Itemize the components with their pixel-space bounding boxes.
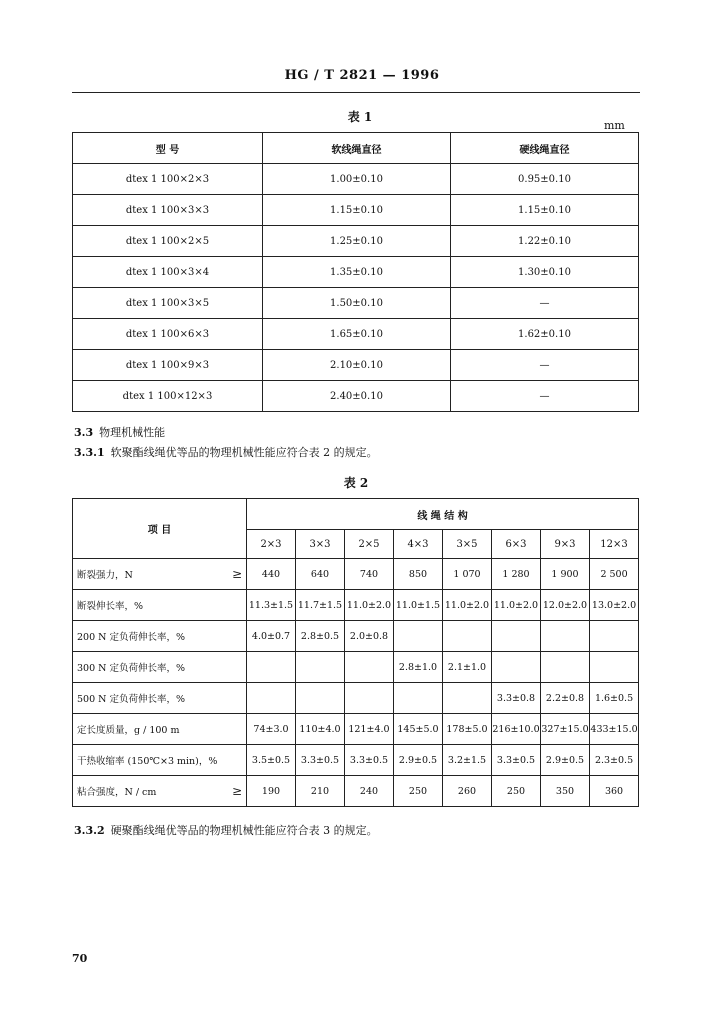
section-3-3-1-paragraph bbox=[74, 444, 378, 460]
table2-value-cell: 740 bbox=[345, 559, 394, 590]
table1-header-row bbox=[73, 133, 639, 164]
table2-value-cell: 640 bbox=[296, 559, 345, 590]
table1-cell-hard-diameter: — bbox=[451, 350, 639, 381]
table1-cell-soft-diameter: 1.50±0.10 bbox=[263, 288, 451, 319]
table2-value-cell: 11.7±1.5 bbox=[296, 590, 345, 621]
table1-row bbox=[73, 350, 639, 381]
table2-value-cell: 1 070 bbox=[443, 559, 492, 590]
table2-value-cell: 240 bbox=[345, 776, 394, 807]
table2-value-cell: 110±4.0 bbox=[296, 714, 345, 745]
table2-value-cell bbox=[492, 652, 541, 683]
table2-row bbox=[73, 776, 639, 807]
table2-item-label-cell bbox=[73, 559, 247, 590]
table2-item-label-cell bbox=[73, 683, 247, 714]
table2-item-label: 粘合强度，N / cm bbox=[77, 787, 157, 798]
table2-value-cell: 2.8±1.0 bbox=[394, 652, 443, 683]
table1-cell-soft-diameter: 1.15±0.10 bbox=[263, 195, 451, 226]
table2-value-cell: 145±5.0 bbox=[394, 714, 443, 745]
table2-value-cell: 12.0±2.0 bbox=[541, 590, 590, 621]
table2-value-cell bbox=[247, 652, 296, 683]
table2-value-cell: 850 bbox=[394, 559, 443, 590]
section-3-3-1-text: 软聚酯线绳优等品的物理机械性能应符合表 2 的规定。 bbox=[110, 446, 378, 459]
table2-value-cell bbox=[296, 683, 345, 714]
table2-value-cell: 121±4.0 bbox=[345, 714, 394, 745]
table2-value-cell bbox=[394, 621, 443, 652]
table2-value-cell: 440 bbox=[247, 559, 296, 590]
table1-cell-hard-diameter: 0.95±0.10 bbox=[451, 164, 639, 195]
section-3-3-2-text: 硬聚酯线绳优等品的物理机械性能应符合表 3 的规定。 bbox=[110, 824, 378, 837]
table2-column-header: 12×3 bbox=[590, 530, 639, 559]
table1-header-model: 型 号 bbox=[73, 133, 263, 164]
table2-group-header-row bbox=[73, 499, 639, 530]
table2-value-cell: 4.0±0.7 bbox=[247, 621, 296, 652]
table2-row bbox=[73, 714, 639, 745]
table2-value-cell: 1 280 bbox=[492, 559, 541, 590]
table2-value-cell: 2.8±0.5 bbox=[296, 621, 345, 652]
header-divider bbox=[72, 92, 640, 93]
table1-cell-model: dtex 1 100×12×3 bbox=[73, 381, 263, 412]
table2-item-label-cell bbox=[73, 621, 247, 652]
table1-cell-model: dtex 1 100×2×5 bbox=[73, 226, 263, 257]
table2-row bbox=[73, 683, 639, 714]
table2-row bbox=[73, 621, 639, 652]
table2-value-cell bbox=[345, 652, 394, 683]
table1-cell-hard-diameter: — bbox=[451, 381, 639, 412]
table1 bbox=[72, 132, 639, 412]
table2-structure-header: 线 绳 结 构 bbox=[247, 499, 639, 530]
table2-value-cell bbox=[345, 683, 394, 714]
table2-item-label: 定长度质量，g / 100 m bbox=[77, 725, 180, 736]
table2-value-cell: 3.2±1.5 bbox=[443, 745, 492, 776]
table2-value-cell: 2.9±0.5 bbox=[541, 745, 590, 776]
table2-item-label: 干热收缩率 (150℃×3 min)，% bbox=[77, 756, 218, 767]
table2-column-header: 3×5 bbox=[443, 530, 492, 559]
table2-value-cell: 260 bbox=[443, 776, 492, 807]
table2-value-cell: 11.0±2.0 bbox=[492, 590, 541, 621]
table2-value-cell: 178±5.0 bbox=[443, 714, 492, 745]
table1-row bbox=[73, 319, 639, 350]
table1-cell-soft-diameter: 1.65±0.10 bbox=[263, 319, 451, 350]
table2-value-cell: 360 bbox=[590, 776, 639, 807]
table2-value-cell: 3.5±0.5 bbox=[247, 745, 296, 776]
table2-value-cell: 250 bbox=[492, 776, 541, 807]
table1-row bbox=[73, 257, 639, 288]
table2-min-marker: ≥ bbox=[231, 784, 242, 798]
table1-row bbox=[73, 164, 639, 195]
table2-value-cell: 13.0±2.0 bbox=[590, 590, 639, 621]
table2-item-label-cell bbox=[73, 590, 247, 621]
table2-min-marker: ≥ bbox=[231, 567, 242, 581]
table2-value-cell bbox=[590, 652, 639, 683]
table2-value-cell: 3.3±0.5 bbox=[492, 745, 541, 776]
table1-cell-model: dtex 1 100×3×3 bbox=[73, 195, 263, 226]
table2-value-cell: 3.3±0.8 bbox=[492, 683, 541, 714]
table1-cell-soft-diameter: 1.00±0.10 bbox=[263, 164, 451, 195]
standard-code: HG / T 2821 — 1996 bbox=[284, 68, 440, 83]
section-3-3-title: 物理机械性能 bbox=[99, 426, 166, 439]
table2-value-cell: 433±15.0 bbox=[590, 714, 639, 745]
table2-value-cell: 1.6±0.5 bbox=[590, 683, 639, 714]
table2-value-cell: 1 900 bbox=[541, 559, 590, 590]
table1-cell-hard-diameter: — bbox=[451, 288, 639, 319]
table2-row bbox=[73, 559, 639, 590]
table2-value-cell: 2.0±0.8 bbox=[345, 621, 394, 652]
table2-value-cell: 11.3±1.5 bbox=[247, 590, 296, 621]
table2-value-cell bbox=[296, 652, 345, 683]
table2-column-header: 3×3 bbox=[296, 530, 345, 559]
table2-value-cell: 2 500 bbox=[590, 559, 639, 590]
table1-row bbox=[73, 226, 639, 257]
section-3-3-heading bbox=[74, 424, 165, 440]
table2-column-header: 2×3 bbox=[247, 530, 296, 559]
table2-value-cell bbox=[247, 683, 296, 714]
table2-item-label: 断裂强力，N bbox=[77, 570, 133, 581]
table2-value-cell: 2.1±1.0 bbox=[443, 652, 492, 683]
table2-column-header: 2×5 bbox=[345, 530, 394, 559]
table2-value-cell: 11.0±2.0 bbox=[443, 590, 492, 621]
page-number: 70 bbox=[72, 952, 88, 965]
section-3-3-2-paragraph bbox=[74, 822, 378, 838]
table2-item-label-cell bbox=[73, 714, 247, 745]
table2-item-label: 500 N 定负荷伸长率，% bbox=[77, 694, 186, 705]
table2-value-cell: 190 bbox=[247, 776, 296, 807]
table2-value-cell: 74±3.0 bbox=[247, 714, 296, 745]
table2-column-header: 4×3 bbox=[394, 530, 443, 559]
table1-row bbox=[73, 381, 639, 412]
table2-value-cell: 2.9±0.5 bbox=[394, 745, 443, 776]
table1-cell-soft-diameter: 2.40±0.10 bbox=[263, 381, 451, 412]
table2-column-header: 9×3 bbox=[541, 530, 590, 559]
table1-cell-soft-diameter: 1.35±0.10 bbox=[263, 257, 451, 288]
table2-value-cell: 11.0±2.0 bbox=[345, 590, 394, 621]
table2-item-label-cell bbox=[73, 776, 247, 807]
table2-caption: 表 2 bbox=[343, 476, 369, 490]
table2-value-cell bbox=[394, 683, 443, 714]
table2-value-cell: 11.0±1.5 bbox=[394, 590, 443, 621]
table2-column-header: 6×3 bbox=[492, 530, 541, 559]
table2 bbox=[72, 498, 639, 807]
table1-cell-model: dtex 1 100×6×3 bbox=[73, 319, 263, 350]
table2-item-label-cell bbox=[73, 745, 247, 776]
table2-item-label: 断裂伸长率，% bbox=[77, 601, 144, 612]
table1-cell-model: dtex 1 100×3×4 bbox=[73, 257, 263, 288]
table2-item-label: 300 N 定负荷伸长率，% bbox=[77, 663, 186, 674]
table1-unit: mm bbox=[604, 119, 625, 132]
table2-row bbox=[73, 590, 639, 621]
table1-caption: 表 1 bbox=[347, 110, 373, 124]
table1-row bbox=[73, 195, 639, 226]
section-3-3-2-number: 3.3.2 bbox=[74, 824, 105, 837]
table1-cell-soft-diameter: 1.25±0.10 bbox=[263, 226, 451, 257]
table2-value-cell: 3.3±0.5 bbox=[345, 745, 394, 776]
table2-value-cell bbox=[443, 683, 492, 714]
table2-row bbox=[73, 652, 639, 683]
table2-item-header: 项 目 bbox=[73, 499, 247, 559]
section-3-3-1-number: 3.3.1 bbox=[74, 446, 105, 459]
table1-cell-model: dtex 1 100×9×3 bbox=[73, 350, 263, 381]
table2-value-cell bbox=[541, 652, 590, 683]
table2-value-cell: 250 bbox=[394, 776, 443, 807]
table2-value-cell: 216±10.0 bbox=[492, 714, 541, 745]
table1-cell-model: dtex 1 100×3×5 bbox=[73, 288, 263, 319]
section-3-3-number: 3.3 bbox=[74, 426, 94, 439]
table2-value-cell bbox=[541, 621, 590, 652]
table2-row bbox=[73, 745, 639, 776]
table2-value-cell: 210 bbox=[296, 776, 345, 807]
table2-value-cell: 3.3±0.5 bbox=[296, 745, 345, 776]
table2-value-cell bbox=[443, 621, 492, 652]
table2-value-cell bbox=[492, 621, 541, 652]
table2-value-cell: 2.2±0.8 bbox=[541, 683, 590, 714]
table1-cell-soft-diameter: 2.10±0.10 bbox=[263, 350, 451, 381]
table1-header-soft-diameter: 软线绳直径 bbox=[263, 133, 451, 164]
table2-value-cell: 350 bbox=[541, 776, 590, 807]
table2-value-cell bbox=[590, 621, 639, 652]
table2-value-cell: 2.3±0.5 bbox=[590, 745, 639, 776]
table1-cell-hard-diameter: 1.62±0.10 bbox=[451, 319, 639, 350]
table1-cell-hard-diameter: 1.22±0.10 bbox=[451, 226, 639, 257]
table1-cell-hard-diameter: 1.30±0.10 bbox=[451, 257, 639, 288]
table2-item-label: 200 N 定负荷伸长率，% bbox=[77, 632, 186, 643]
table1-header-hard-diameter: 硬线绳直径 bbox=[451, 133, 639, 164]
table1-row bbox=[73, 288, 639, 319]
table2-item-label-cell bbox=[73, 652, 247, 683]
table1-cell-model: dtex 1 100×2×3 bbox=[73, 164, 263, 195]
table1-cell-hard-diameter: 1.15±0.10 bbox=[451, 195, 639, 226]
table2-value-cell: 327±15.0 bbox=[541, 714, 590, 745]
